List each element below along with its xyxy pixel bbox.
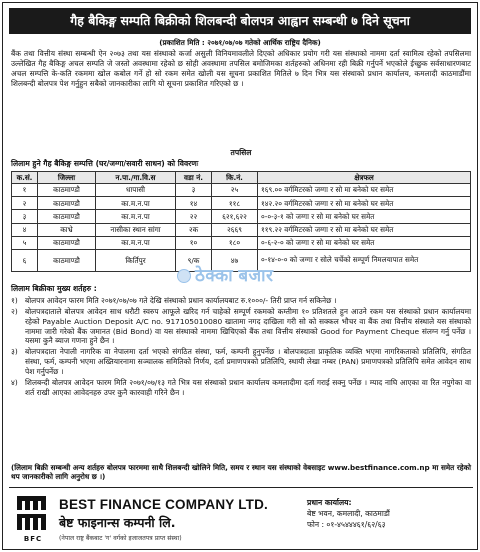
- office-address: [307, 497, 473, 530]
- cell-plot: २५: [212, 184, 258, 197]
- term-text: बोलपत्रदाता नेपाली नागरिक वा नेपालमा दर्ता भएको संगठित संस्था, फर्म, कम्पनी हुनुपर्नेछ । बोलपत्रदाता प्राकृतिक व्यक्ति भएमा नागरिकताको प्रतिलिपि, संगठित संस्था, फर्म, कम्पनी भएमा अख्तियारनामा सञ्चालक समितिको निर्णय, दर्ता प्रमाणपत्रको प्रतिलिपि, स्थायी लेखा नम्बर (PAN) प्रमाणपत्रको प्रतिलिपि समेत आवेदन साथ पेश गर्नुपर्नेछ ।: [25, 347, 471, 376]
- table-row: [12, 197, 471, 210]
- term-number: ३): [11, 347, 18, 357]
- header-sn: क.सं.: [12, 172, 38, 184]
- intro-paragraph: बैंक तथा वित्तीय संस्था सम्बन्धी ऐन २०७३ तथा यस संस्थाको कर्जा असुली विनियमावलीले दिएको अधिकार प्रयोग गरी यस संस्थाको नाममा दर्ता स्वामित्व रहेको तपसिलमा उल्लेखित गैह बैकिङ्ग अचल सम्पति जे जस्तो अवस्थामा रहेको छ सोही अवस्थामा तपसिल बमोजिमका शर्तहरुको अधिनमा रही बिक्री गर्नुपर्ने भएकोले ईच्छुक सर्वसाधारणबाट अचल सम्पत्ति के-कति रकममा खोल कबोल गर्ने हो सो रकम समेत खोली यस सूचना प्रकाशित मितिले ७ दिन भित्र यस संस्थाको प्रधान कार्यालय, कमलादी काठमाडौंमा शिलबन्दी बोलपत्र पेश गर्नुहुन सबैको जानकारीका लागि यो सूचना प्रकाशित गरिएको छ ।: [11, 49, 471, 88]
- header-municipality: न.पा./गा.वि.स: [96, 172, 176, 184]
- footnote: (लिलाम बिक्री सम्बन्धी अन्य शर्तहरु बोलपत्र फारममा साथै शिलबन्दी खोलिने मिति, समय र स्थान यस संस्थाको वेबसाइट www.bestfinance.com.np मा समेत रहेको थप जानकारीको लागि अनुरोध छ ।): [11, 463, 471, 482]
- cell-area: ०-०-३-१ को जग्गा र सो मा बनेको घर समेत: [258, 210, 471, 223]
- term-item: [11, 296, 471, 306]
- cell-municipality: का.म.न.पा: [96, 197, 176, 210]
- table-row: [12, 184, 471, 197]
- bfc-logo-icon: [15, 494, 51, 534]
- logo-text: BFC: [23, 534, 43, 543]
- cell-district: काठमाण्डौ: [38, 184, 96, 197]
- cell-plot: ६२१,६२२: [212, 210, 258, 223]
- term-text: शिलबन्दी बोलपत्र आवेदन फारम मिति २०७१/०७/१३ गते भित्र यस संस्थाको प्रधान कार्यालय कमलादीमा दर्ता गराई सक्नु पर्नेछ । म्याद नाघि आएका वा रित नपुगेका वा शर्त राखी आएका आवेदनहरु उपर कुनै कारवाही गरिने छैन ।: [25, 377, 471, 397]
- cell-plot: ११८: [212, 197, 258, 210]
- cell-area: ०-६-२-० को जग्गा र सो मा बनेको घर समेत: [258, 236, 471, 249]
- cell-district: काठमाण्डौ: [38, 236, 96, 249]
- term-item: [11, 347, 471, 377]
- cell-ward: १०: [176, 236, 212, 249]
- cell-sn: ३: [12, 210, 38, 223]
- published-date: (प्रकाशित मिति : २०७१/०७/०७ गतेको आर्थिक राष्ट्रिय दैनिक): [159, 38, 321, 47]
- term-text: बोलपत्र आवेदन फारम मिति २०७१/०७/०७ गते देखि संस्थाको प्रधान कार्यालयबाट रु.१०००/- तिरी प्राप्त गर्न सकिनेछ ।: [25, 296, 337, 305]
- table-row: [12, 236, 471, 249]
- cell-district: काठमाण्डौ: [38, 210, 96, 223]
- company-tagline: (नेपाल राष्ट्र बैंकबाट 'ग' वर्गको इजाजतपत्र प्राप्त संस्था): [59, 535, 182, 542]
- cell-area: १४२.२० वर्गमिटरको जग्गा र सो मा बनेको घर समेत: [258, 197, 471, 210]
- cell-sn: २: [12, 197, 38, 210]
- cell-ward: २२: [176, 210, 212, 223]
- watermark-icon: [177, 269, 191, 283]
- cell-sn: ६: [12, 249, 38, 271]
- cell-district: काठमाण्डौ: [38, 249, 96, 271]
- term-item: [11, 307, 471, 346]
- term-number: ४): [11, 377, 18, 387]
- cell-area: ११९.२२ वर्गमिटरको जग्गा र सो मा बनेको घर समेत: [258, 223, 471, 236]
- office-line-1: बेष्ट भवन, कमलादी, काठमाडौं: [307, 509, 390, 518]
- cell-sn: ४: [12, 223, 38, 236]
- table-header-row: [12, 172, 471, 184]
- property-list-title: लिलाम हुने गैह बैकिङ्ग सम्पत्ति (घर/जग्गा/सवारी साधन) को विवरणः: [11, 159, 199, 168]
- header-ward: वडा नं.: [176, 172, 212, 184]
- cell-ward: ९/क: [176, 249, 212, 271]
- notice-title: गैह बैकिङ्ग सम्पति बिक्रीको शिलबन्दी बोलपत्र आह्वान सम्बन्धी ७ दिने सूचना: [9, 8, 471, 34]
- property-table: [11, 171, 471, 272]
- cell-municipality: का.म.न.पा: [96, 236, 176, 249]
- office-heading: प्रधान कार्यालय:: [307, 498, 352, 507]
- header-area: क्षेत्रफल: [258, 172, 471, 184]
- table-row: [12, 223, 471, 236]
- cell-plot: २६६९: [212, 223, 258, 236]
- term-number: १): [11, 296, 18, 305]
- company-logo: [15, 494, 51, 544]
- office-line-2: फोन : ०१-४५४४४६१/६२/६३: [307, 520, 386, 529]
- cell-ward: २क: [176, 223, 212, 236]
- cell-district: काभ्रे: [38, 223, 96, 236]
- cell-municipality: किर्तिपुर: [96, 249, 176, 271]
- cell-area: १६९.०० वर्गमिटरको जग्गा र सो मा बनेको घर समेत: [258, 184, 471, 197]
- term-text: बोलपत्रदाताले बोलपत्र आवेदन साथ धरौटी स्वरुप आफूले खरिद गर्न चाहेको सम्पूर्ण रकमको कम्तीमा १० प्रतिशतले हुन आउने रकम यस संस्थाको प्रधान कार्यालयमा रहेको Payable Auction Deposit A/C no. 917105010080 खातामा नगद दाखिला गरी सो को सक्कल भौचर वा बैंक तथा वित्तीय संस्थाले यस संस्थाको नाममा जारी गरेको बैंक जमानत (Bid Bond) वा यस संस्थाको नाममा खिचिएको बैंक तथा वित्तीय संस्थाको Good for Payment Cheque संलग्न गर्नु पर्नेछ । यसमा कुनै ब्याज गणना हुने छैन ।: [25, 306, 471, 346]
- terms-list: [11, 296, 471, 398]
- company-name-np: बेष्ट फाइनान्स कम्पनी लि.: [59, 515, 176, 530]
- terms-title: लिलाम बिक्रीका मुख्य शर्तहरु :: [11, 284, 97, 293]
- term-item: [11, 378, 471, 398]
- cell-municipality: धापासी: [96, 184, 176, 197]
- cell-plot: १८०: [212, 236, 258, 249]
- cell-plot: ४७: [212, 249, 258, 271]
- cell-district: काठमाण्डौ: [38, 197, 96, 210]
- cell-ward: १४: [176, 197, 212, 210]
- header-plot: कि.नं.: [212, 172, 258, 184]
- table-row: [12, 210, 471, 223]
- term-number: २): [11, 306, 18, 316]
- divider: [9, 487, 473, 488]
- company-name-en: BEST FINANCE COMPANY LTD.: [59, 497, 269, 512]
- cell-municipality: नासीका स्थान सांगा: [96, 223, 176, 236]
- cell-area: ०-१४-०-० को जग्गा र सोले चर्चेको सम्पूर्ण निमलयापात समेत: [258, 249, 471, 271]
- cell-ward: ३: [176, 184, 212, 197]
- cell-sn: १: [12, 184, 38, 197]
- cell-municipality: का.म.न.पा: [96, 210, 176, 223]
- watermark-text: ठेक्का बजार: [195, 266, 274, 285]
- cell-sn: ५: [12, 236, 38, 249]
- header-district: जिल्ला: [38, 172, 96, 184]
- notice-page: [2, 2, 478, 550]
- schedule-heading: तपसिल: [230, 148, 252, 157]
